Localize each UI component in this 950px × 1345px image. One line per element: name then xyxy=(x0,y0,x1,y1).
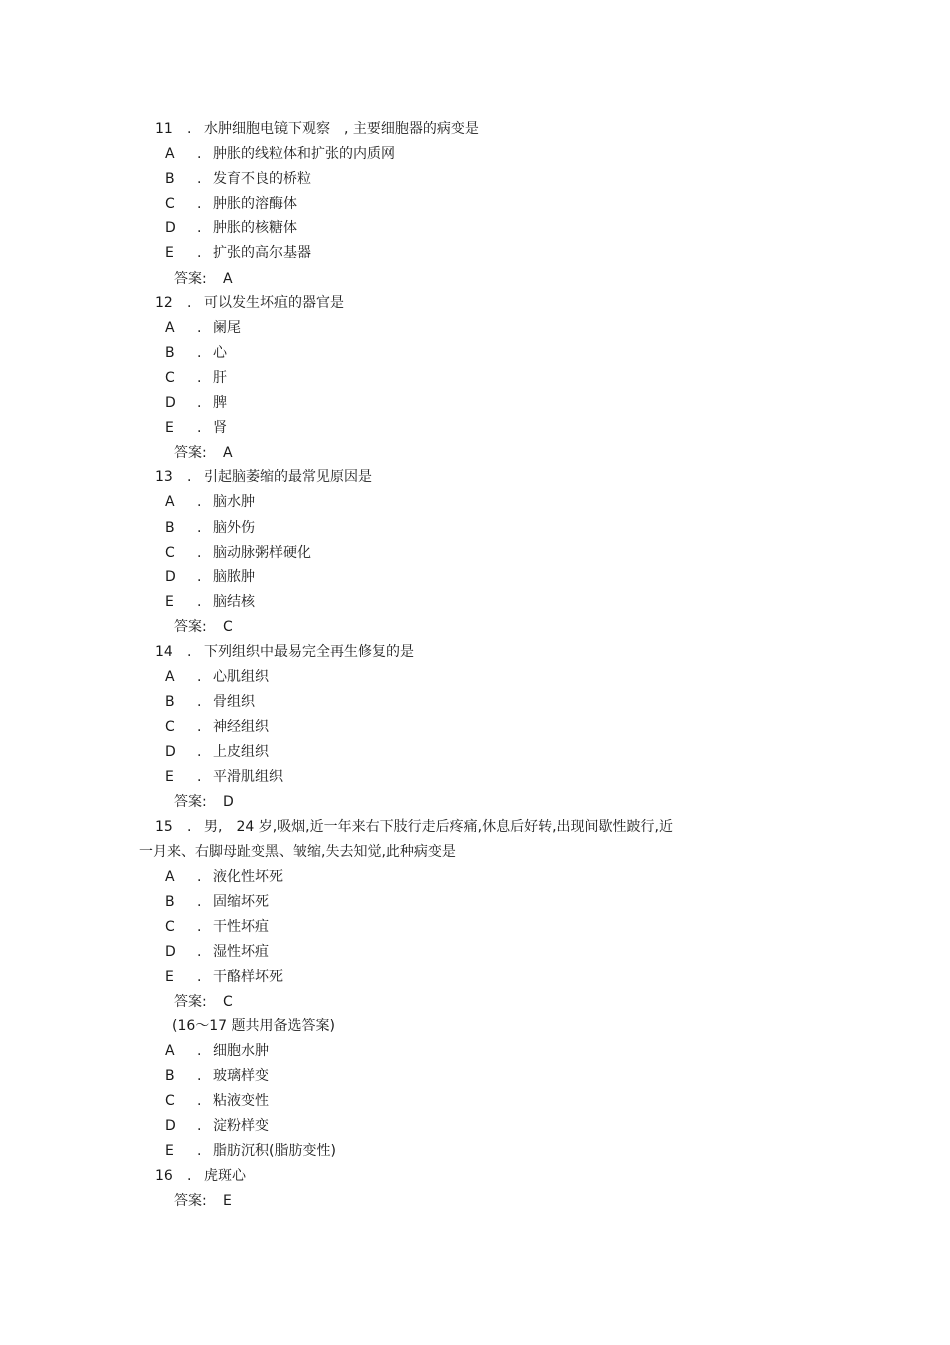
separator-dot: . xyxy=(197,1118,202,1134)
option-text: 淀粉样变 xyxy=(213,1118,269,1134)
option-letter: B xyxy=(165,345,175,361)
separator-dot: . xyxy=(187,644,192,660)
option-text: 脑结核 xyxy=(213,594,255,610)
option-text: 扩张的高尔基器 xyxy=(213,245,311,261)
shared-options-note: (16～17 题共用备选答案) xyxy=(172,1018,336,1034)
separator-dot: . xyxy=(197,520,202,536)
option-text: 骨组织 xyxy=(213,694,255,710)
option-letter: A xyxy=(165,1043,175,1059)
option-letter: C xyxy=(165,919,175,935)
option-letter: D xyxy=(165,944,176,960)
answer-label: 答案: xyxy=(174,994,207,1010)
option-letter: D xyxy=(165,744,176,760)
option-text: 肝 xyxy=(213,370,227,386)
separator-dot: . xyxy=(197,494,202,510)
answer-value: E xyxy=(223,1193,232,1209)
separator-dot: . xyxy=(197,345,202,361)
question-number: 16 xyxy=(155,1168,173,1184)
separator-dot: . xyxy=(197,395,202,411)
separator-dot: . xyxy=(197,1143,202,1159)
option-letter: D xyxy=(165,569,176,585)
option-letter: B xyxy=(165,894,175,910)
separator-dot: . xyxy=(187,295,192,311)
option-letter: A xyxy=(165,146,175,162)
option-text: 脑动脉粥样硬化 xyxy=(213,545,311,561)
separator-dot: . xyxy=(197,420,202,436)
option-text: 脑脓肿 xyxy=(213,569,255,585)
answer-label: 答案: xyxy=(174,794,207,810)
separator-dot: . xyxy=(187,819,192,835)
separator-dot: . xyxy=(197,196,202,212)
separator-dot: . xyxy=(197,370,202,386)
option-letter: B xyxy=(165,520,175,536)
option-text: 心 xyxy=(213,345,227,361)
option-letter: E xyxy=(165,769,174,785)
option-letter: A xyxy=(165,869,175,885)
option-letter: B xyxy=(165,694,175,710)
separator-dot: . xyxy=(197,245,202,261)
answer-label: 答案: xyxy=(174,619,207,635)
answer-label: 答案: xyxy=(174,445,207,461)
option-letter: D xyxy=(165,220,176,236)
question-text: 可以发生坏疽的器官是 xyxy=(204,295,344,311)
option-text: 发育不良的桥粒 xyxy=(213,171,311,187)
option-letter: E xyxy=(165,245,174,261)
separator-dot: . xyxy=(197,569,202,585)
option-text: 干性坏疽 xyxy=(213,919,269,935)
option-letter: C xyxy=(165,196,175,212)
option-text: 肾 xyxy=(213,420,227,436)
separator-dot: . xyxy=(197,869,202,885)
question-text: 男, 24 岁,吸烟,近一年来右下肢行走后疼痛,休息后好转,出现间歇性跛行,近 xyxy=(204,819,673,835)
separator-dot: . xyxy=(197,694,202,710)
question-text: 下列组织中最易完全再生修复的是 xyxy=(204,644,414,660)
answer-label: 答案: xyxy=(174,271,207,287)
question-text-continuation: 一月来、右脚母趾变黑、皱缩,失去知觉,此种病变是 xyxy=(139,844,456,860)
question-text: 水肿细胞电镜下观察 , 主要细胞器的病变是 xyxy=(204,121,479,137)
separator-dot: . xyxy=(187,1168,192,1184)
option-text: 脂肪沉积(脂肪变性) xyxy=(213,1143,336,1159)
option-text: 脾 xyxy=(213,395,227,411)
option-letter: A xyxy=(165,494,175,510)
option-letter: B xyxy=(165,171,175,187)
separator-dot: . xyxy=(197,594,202,610)
separator-dot: . xyxy=(197,669,202,685)
option-letter: E xyxy=(165,969,174,985)
option-letter: C xyxy=(165,1093,175,1109)
option-letter: B xyxy=(165,1068,175,1084)
option-letter: A xyxy=(165,320,175,336)
question-number: 11 xyxy=(155,121,173,137)
option-text: 阑尾 xyxy=(213,320,241,336)
separator-dot: . xyxy=(197,320,202,336)
answer-value: C xyxy=(223,994,233,1010)
question-number: 12 xyxy=(155,295,173,311)
option-text: 心肌组织 xyxy=(213,669,269,685)
option-text: 玻璃样变 xyxy=(213,1068,269,1084)
separator-dot: . xyxy=(197,944,202,960)
option-letter: E xyxy=(165,1143,174,1159)
separator-dot: . xyxy=(197,171,202,187)
option-letter: A xyxy=(165,669,175,685)
separator-dot: . xyxy=(197,146,202,162)
question-number: 13 xyxy=(155,469,173,485)
option-text: 液化性坏死 xyxy=(213,869,283,885)
separator-dot: . xyxy=(197,719,202,735)
option-text: 粘液变性 xyxy=(213,1093,269,1109)
option-text: 神经组织 xyxy=(213,719,269,735)
separator-dot: . xyxy=(197,744,202,760)
separator-dot: . xyxy=(197,1093,202,1109)
separator-dot: . xyxy=(197,545,202,561)
separator-dot: . xyxy=(197,1068,202,1084)
separator-dot: . xyxy=(197,894,202,910)
question-text: 虎斑心 xyxy=(204,1168,246,1184)
option-letter: D xyxy=(165,395,176,411)
separator-dot: . xyxy=(197,769,202,785)
option-letter: C xyxy=(165,370,175,386)
separator-dot: . xyxy=(197,1043,202,1059)
option-letter: E xyxy=(165,420,174,436)
separator-dot: . xyxy=(197,220,202,236)
question-text: 引起脑萎缩的最常见原因是 xyxy=(204,469,372,485)
option-text: 湿性坏疽 xyxy=(213,944,269,960)
option-text: 上皮组织 xyxy=(213,744,269,760)
option-text: 肿胀的溶酶体 xyxy=(213,196,297,212)
option-text: 固缩坏死 xyxy=(213,894,269,910)
answer-value: D xyxy=(223,794,234,810)
answer-value: C xyxy=(223,619,233,635)
option-text: 脑外伤 xyxy=(213,520,255,536)
separator-dot: . xyxy=(197,969,202,985)
answer-value: A xyxy=(223,271,233,287)
option-text: 肿胀的核糖体 xyxy=(213,220,297,236)
option-text: 平滑肌组织 xyxy=(213,769,283,785)
separator-dot: . xyxy=(187,121,192,137)
option-letter: E xyxy=(165,594,174,610)
option-letter: D xyxy=(165,1118,176,1134)
question-number: 15 xyxy=(155,819,173,835)
separator-dot: . xyxy=(187,469,192,485)
answer-value: A xyxy=(223,445,233,461)
option-text: 肿胀的线粒体和扩张的内质网 xyxy=(213,146,395,162)
option-text: 脑水肿 xyxy=(213,494,255,510)
option-letter: C xyxy=(165,545,175,561)
option-letter: C xyxy=(165,719,175,735)
option-text: 细胞水肿 xyxy=(213,1043,269,1059)
answer-label: 答案: xyxy=(174,1193,207,1209)
option-text: 干酪样坏死 xyxy=(213,969,283,985)
question-number: 14 xyxy=(155,644,173,660)
separator-dot: . xyxy=(197,919,202,935)
